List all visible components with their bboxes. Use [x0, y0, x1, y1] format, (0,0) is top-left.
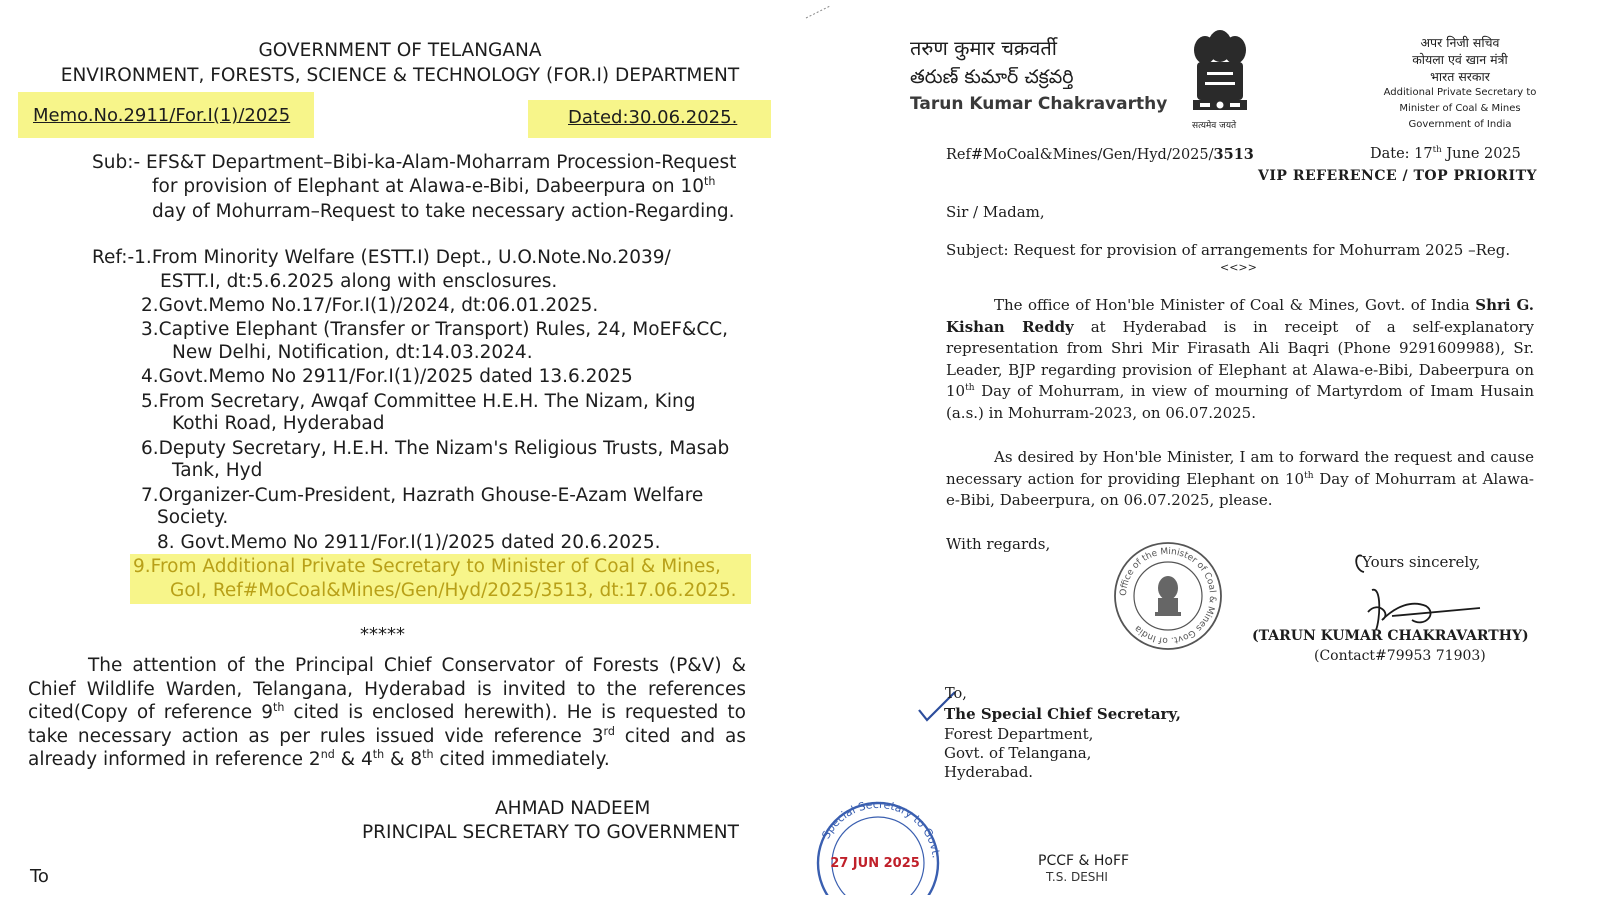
reference-5-line-1: 5.From Secretary, Awqaf Committee H.E.H. The Nizam, King: [141, 391, 696, 412]
body-sup-1: th: [272, 700, 285, 714]
reference-9-line-1: 9.From Additional Private Secretary to Minister of Coal & Mines,: [133, 556, 721, 577]
p1-text-a: The office of Hon'ble Minister of Coal & Mines, Govt. of India: [994, 296, 1476, 314]
signatory-name: AHMAD NADEEM: [495, 798, 651, 819]
memo-date: [568, 107, 737, 128]
right-letter-panel: [800, 0, 1600, 900]
designation-english-1: Additional Private Secretary to: [1383, 87, 1537, 98]
reference-8: 8. Govt.Memo No 2911/For.I(1)/2025 dated 20.6.2025.: [157, 532, 661, 553]
p2-text-a: As desired by Hon'ble Minister, I am to forward the request and cause necessary action for providing Elephant on 10: [946, 448, 1534, 488]
letter-reference: [946, 146, 1254, 163]
subject-marks: <<>>: [1220, 261, 1257, 274]
body-sup-4: th: [372, 747, 385, 761]
scan-mark: [804, 2, 834, 22]
reference-1-line-1: Ref:-1.From Minority Welfare (ESTT.I) Dept., U.O.Note.No.2039/: [92, 247, 671, 268]
memo-date-text: Dated:30.06.2025.: [568, 107, 738, 128]
reference-7-line-2: Society.: [157, 507, 229, 528]
letter-subject: Subject: Request for provision of arrangements for Mohurram 2025 –Reg.: [946, 241, 1511, 259]
memo-subject-line-3: day of Mohurram–Request to take necessary action-Regarding.: [152, 201, 735, 222]
signatory-name: (TARUN KUMAR CHAKRAVARTHY): [1252, 628, 1529, 644]
memo-number: [33, 105, 290, 126]
recipient-to-label: To,: [945, 686, 967, 702]
reference-2: 2.Govt.Memo No.17/For.I(1)/2024, dt:06.01.2025.: [141, 295, 599, 316]
body-text-5: & 8: [384, 749, 423, 770]
memo-header-department: ENVIRONMENT, FORESTS, SCIENCE & TECHNOLOGY (FOR.I) DEPARTMENT: [60, 65, 740, 86]
designation-english-2: Minister of Coal & Mines: [1399, 103, 1521, 114]
subject-line-2-text: for provision of Elephant at Alawa-e-Bibi, Dabeerpura on 10: [152, 176, 705, 197]
endorsement-note-line-2: T.S. DESHI: [1046, 870, 1108, 884]
recipient-department: Forest Department,: [944, 725, 1094, 743]
reference-4: 4.Govt.Memo No 2911/For.I(1)/2025 dated 13.6.2025: [141, 366, 633, 387]
body-text-1: The attention of the Principal Chief Conservator of Forests (P&V) & Chief Wildlife Warden, Telangana, Hyderabad is invited to the references cited(Copy of reference 9: [28, 655, 746, 723]
recipient-city: Hyderabad.: [944, 763, 1034, 781]
p1-text-d: Day of Mohurram, in view of mourning of Martyrdom of Imam Husain (a.s.) in Mohurram-2023, on 06.07.2025.: [946, 382, 1534, 422]
letter-date: [1370, 146, 1521, 162]
letter-paragraph-1: [946, 295, 1534, 424]
designation-hindi-1: अपर निजी सचिव: [1420, 35, 1500, 50]
designation-hindi-3: भारत सरकार: [1430, 69, 1490, 84]
recipient-title: The Special Chief Secretary,: [944, 705, 1181, 723]
sender-designation-block: [1370, 34, 1550, 133]
priority-label: VIP REFERENCE / TOP PRIORITY: [1258, 168, 1538, 184]
sender-name-hindi: तरुण कुमार चक्रवर्ती: [910, 36, 1057, 60]
subject-sup: th: [704, 174, 716, 188]
svg-text:Special Secretary to Govt.: [819, 798, 942, 859]
body-text-4: & 4: [334, 749, 373, 770]
date-prefix: Date: 17: [1370, 146, 1433, 162]
section-separator: *****: [360, 624, 405, 645]
date-suffix: June 2025: [1441, 146, 1521, 162]
reference-6-line-2: Tank, Hyd: [172, 460, 263, 481]
body-sup-5: th: [422, 747, 434, 761]
sign-off: Yours sincerely,: [1362, 553, 1481, 571]
stamp-text: Special Secretary to Govt.: [819, 797, 943, 859]
reference-9-line-2: GoI, Ref#MoCoal&Mines/Gen/Hyd/2025/3513, dt:17.06.2025.: [170, 580, 737, 601]
memo-to-label: To: [30, 866, 49, 887]
stamp-date: 27 JUN 2025: [830, 856, 920, 871]
reference-5-line-2: Kothi Road, Hyderabad: [172, 413, 385, 434]
date-sup: th: [1432, 145, 1442, 156]
p1-text-c: at Hyderabad is in receipt of a self-explanatory representation from Shri Mir Firasath Ali Baqri (Phone 9291609988), Sr. Leader, BJP regarding provision of Elephant at Alawa-e-Bibi, Dabeerpura on 10: [946, 317, 1534, 400]
body-text-2: cited is enclosed herewith). He is requested to take necessary action as per rules issued vide reference 3: [28, 702, 746, 747]
designation-hindi-2: कोयला एवं खान मंत्री: [1412, 52, 1508, 67]
body-sup-3: nd: [320, 747, 335, 761]
signatory-title: PRINCIPAL SECRETARY TO GOVERNMENT: [362, 822, 739, 843]
memo-number-text: Memo.No.2911/For.I(1)/2025: [33, 105, 291, 126]
reference-6-line-1: 6.Deputy Secretary, H.E.H. The Nizam's Religious Trusts, Masab: [141, 438, 730, 459]
signatory-contact: (Contact#79953 71903): [1314, 648, 1486, 664]
body-text-6: cited immediately.: [433, 749, 610, 770]
endorsement-note: PCCF & HoFF: [1038, 853, 1130, 869]
p1-minister-name: Shri G. Kishan Reddy: [946, 296, 1534, 336]
closing: With regards,: [946, 535, 1051, 553]
ref-number: 3513: [1213, 146, 1254, 163]
sender-name-english: Tarun Kumar Chakravarthy: [910, 94, 1168, 114]
p2-text-b: Day of Mohurram at Alawa-e-Bibi, Dabeerpura, on 06.07.2025, please.: [946, 469, 1534, 509]
seal-text: Office of the Minister of Coal & Mines Govt. of India: [1118, 546, 1218, 646]
p2-sup: th: [1304, 470, 1314, 481]
memo-header-government: GOVERNMENT OF TELANGANA: [258, 40, 542, 61]
memo-body-paragraph: [28, 654, 746, 772]
memo-subject-line-1: Sub:- EFS&T Department–Bibi-ka-Alam-Moharram Procession-Request: [92, 152, 737, 173]
memo-subject-line-2: [152, 176, 715, 197]
body-sup-2: rd: [603, 724, 615, 738]
body-text-3: cited and as already informed in reference 2: [28, 725, 746, 770]
salutation: Sir / Madam,: [946, 203, 1045, 221]
p1-sup: th: [965, 383, 975, 393]
ref-prefix: Ref#MoCoal&Mines/Gen/Hyd/2025/: [946, 147, 1214, 163]
emblem-motto: सत्यमेव जयते: [1192, 121, 1237, 131]
letter-paragraph-2: [946, 447, 1534, 512]
ministry-seal-icon: [1112, 540, 1224, 652]
received-stamp-icon: [813, 795, 943, 895]
reference-3-line-2: New Delhi, Notification, dt:14.03.2024.: [172, 342, 533, 363]
sender-name-telugu: తరుణ్ కుమార్ చక్రవర్తి: [910, 66, 1074, 88]
reference-3-line-1: 3.Captive Elephant (Transfer or Transport) Rules, 24, MoEF&CC,: [141, 319, 729, 340]
recipient-government: Govt. of Telangana,: [944, 744, 1092, 762]
designation-english-3: Government of India: [1408, 119, 1512, 130]
reference-1-line-2: ESTT.I, dt:5.6.2025 along with ensclosures.: [160, 271, 558, 292]
reference-7-line-1: 7.Organizer-Cum-President, Hazrath Ghouse-E-Azam Welfare: [141, 485, 704, 506]
